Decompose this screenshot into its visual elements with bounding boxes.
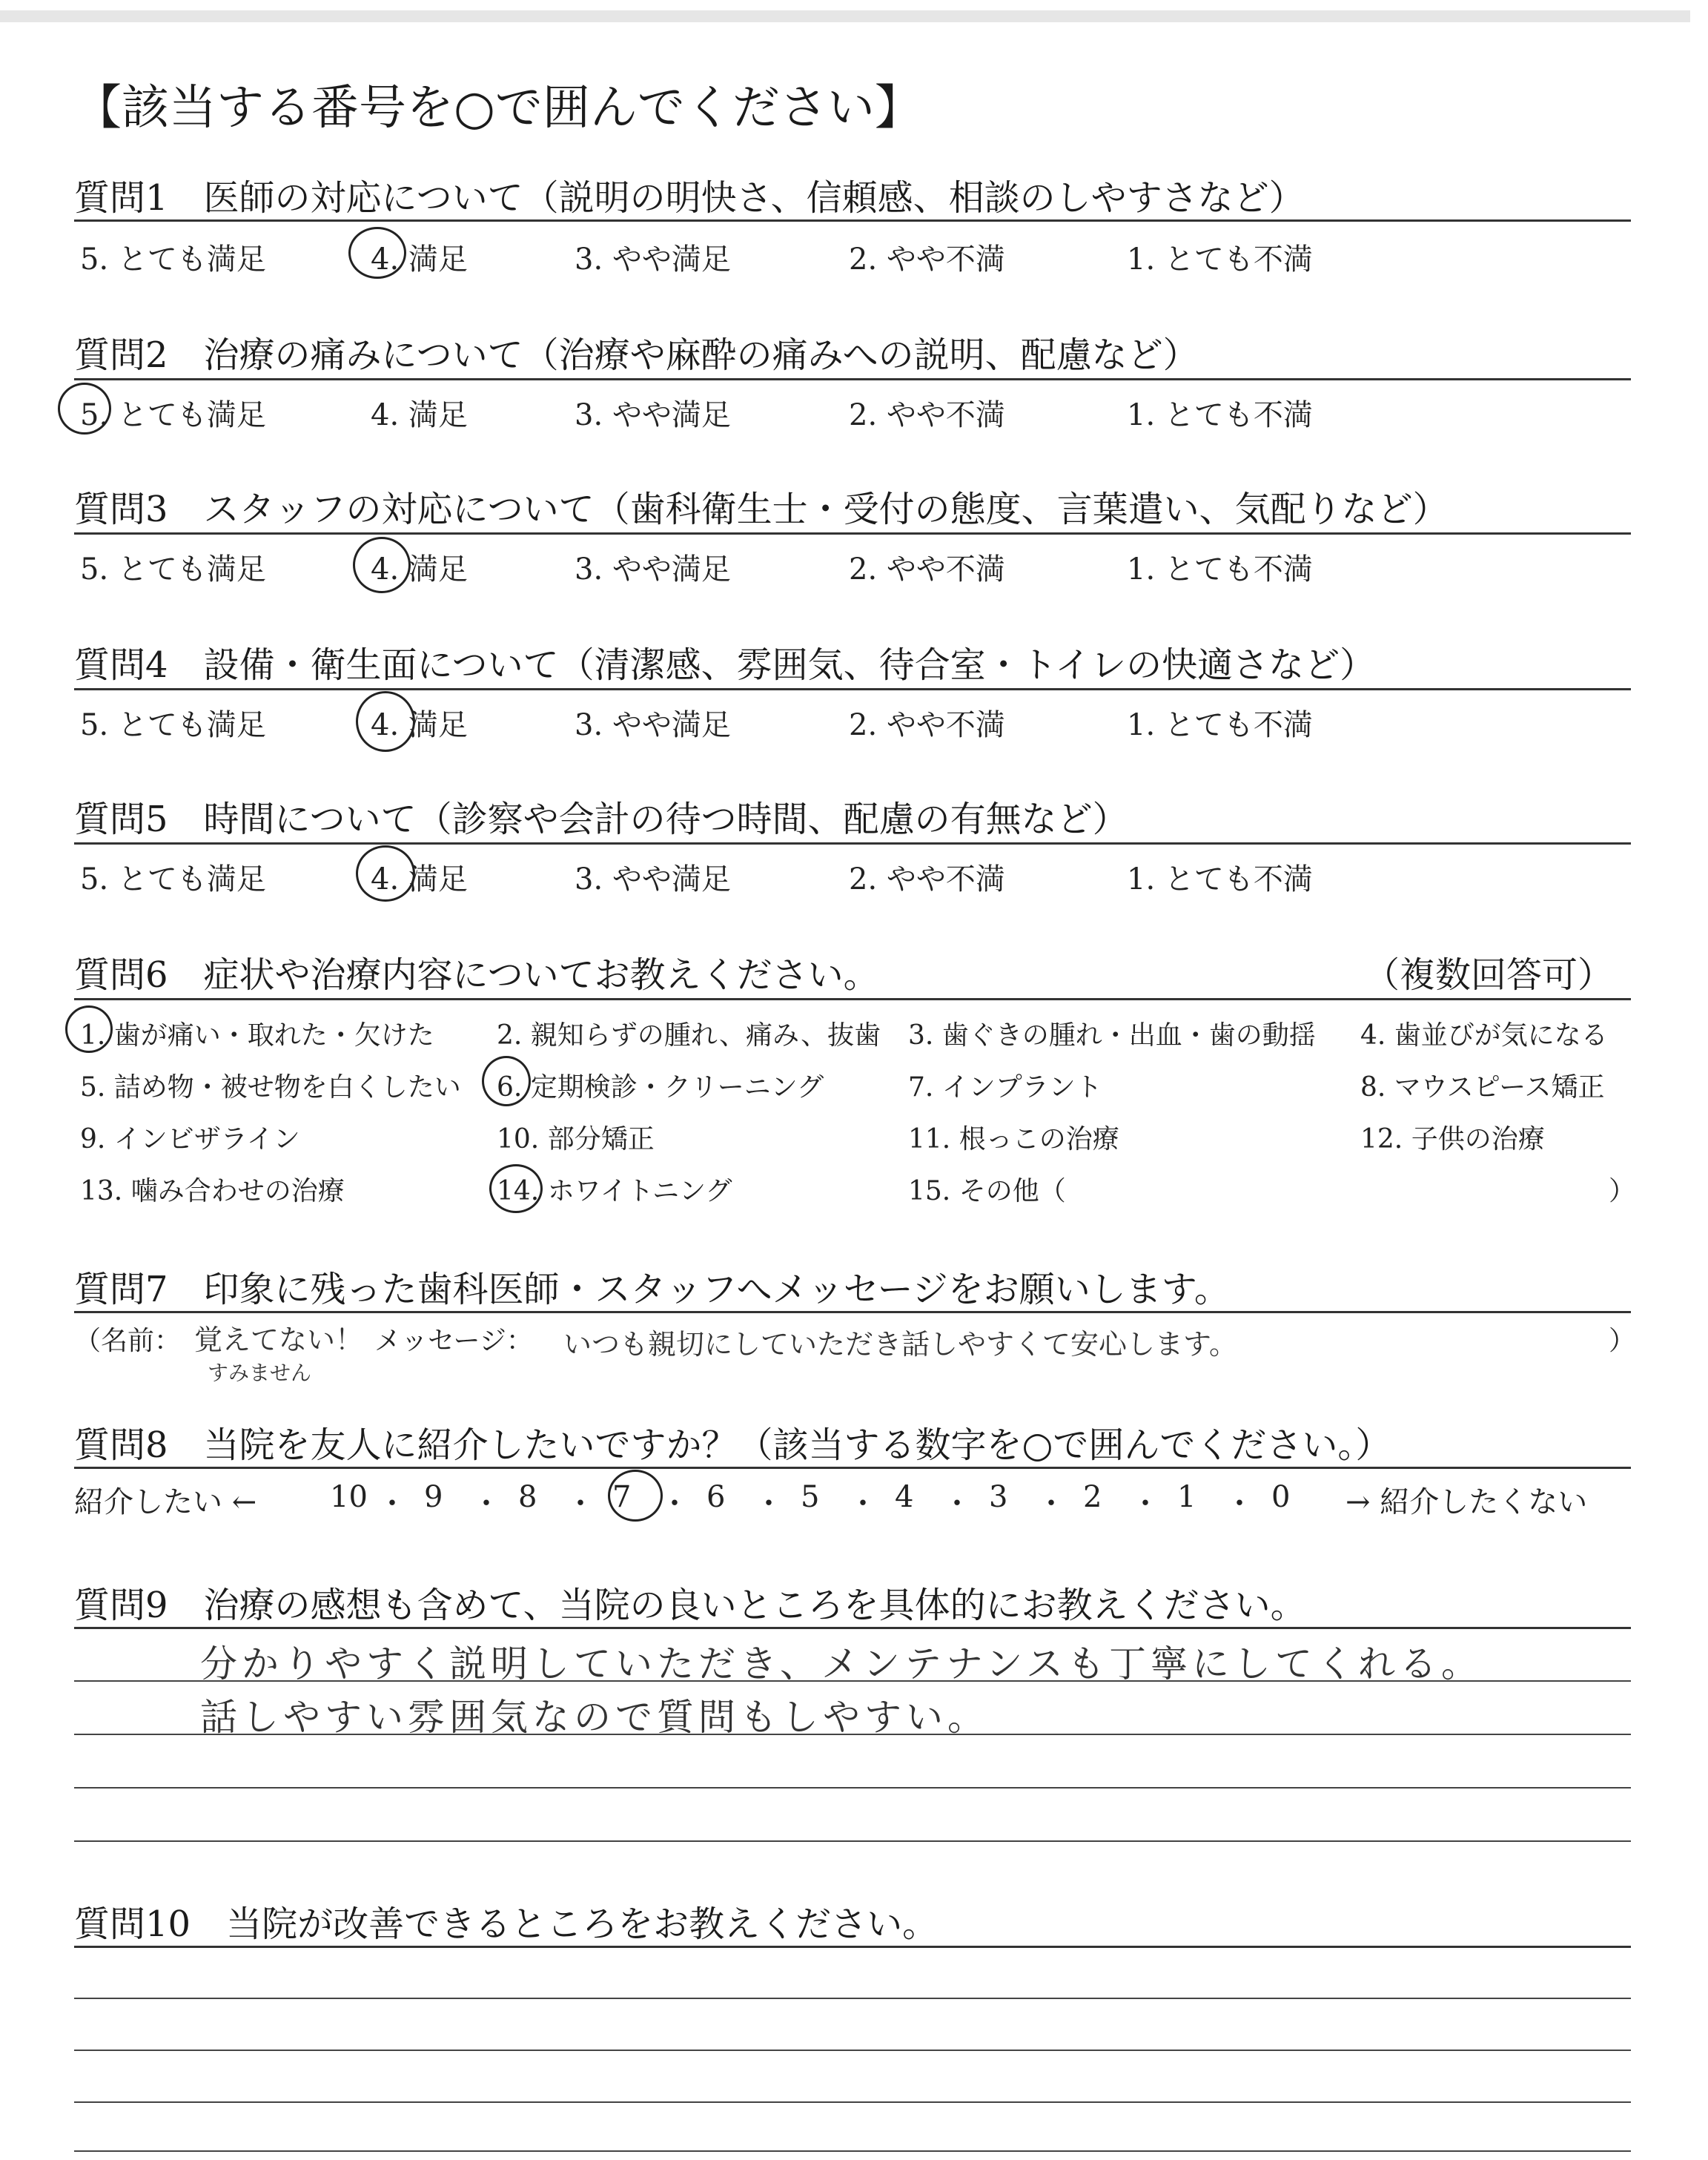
q10-rule [74,1946,1631,1948]
q5-opt-3[interactable]: 3. やや満足 [575,862,731,896]
q1-opt-2[interactable]: 2. やや不満 [849,242,1005,277]
q6-opt-15[interactable]: 15. その他（ [908,1176,1066,1206]
q1-rule [74,219,1631,222]
q4-opt-1[interactable]: 1. とても不満 [1127,708,1313,742]
q5-selection-circle [356,845,415,902]
q8-scale-separator: ・ [377,1487,407,1521]
q8-scale-separator: ・ [848,1487,878,1521]
q1-opt-5[interactable]: 5. とても満足 [80,242,266,277]
q6-opt-9[interactable]: 9. インビザライン [80,1124,300,1155]
q7-message-value[interactable]: いつも親切にしていただき話しやすくて安心します。 [563,1328,1237,1361]
q2-selection-circle [58,383,111,435]
q10-answer-line-2 [74,2050,1631,2051]
form-title: 【該当する番号を○で囲んでください】 [74,81,922,136]
q7-rule [74,1311,1631,1313]
q8-right-label: → 紹介したくない [1345,1485,1588,1519]
q6-label: 質問6 症状や治療内容についてお教えください。 [74,954,879,996]
q6-rule [74,998,1631,1000]
q3-opt-3[interactable]: 3. やや満足 [575,552,731,587]
q7-message-label: メッセージ： [374,1326,533,1356]
q8-scale-separator: ・ [1036,1487,1066,1521]
q9-answer-line-3 [74,1787,1631,1789]
q8-left-label: 紹介したい ← [74,1485,257,1519]
q5-opt-1[interactable]: 1. とても不満 [1127,862,1313,896]
q7-name-note: すみません [208,1361,312,1385]
q6-opt-5[interactable]: 5. 詰め物・被せ物を白くしたい [80,1072,461,1103]
q4-opt-4[interactable]: 4. 満足 [371,708,468,742]
q2-opt-1[interactable]: 1. とても不満 [1127,398,1313,432]
q5-label: 質問5 時間について（診察や会計の待つ時間、配慮の有無など） [74,799,1128,840]
q8-scale-separator: ・ [660,1487,689,1521]
q8-scale-1[interactable]: 1 [1177,1480,1196,1514]
q1-opt-3[interactable]: 3. やや満足 [575,242,731,277]
q8-scale-separator: ・ [942,1487,972,1521]
q4-label: 質問4 設備・衛生面について（清潔感、雰囲気、待合室・トイレの快適さなど） [74,644,1376,686]
q6-opt-13[interactable]: 13. 噛み合わせの治療 [80,1176,345,1206]
q4-opt-2[interactable]: 2. やや不満 [849,708,1005,742]
q8-scale-separator: ・ [754,1487,784,1521]
q8-scale-2[interactable]: 2 [1083,1480,1102,1514]
q6-opt-1[interactable]: 1. 歯が痛い・取れた・欠けた [80,1020,434,1051]
q4-selection-circle [356,691,415,752]
scan-top-band [0,10,1690,22]
q1-label: 質問1 医師の対応について（説明の明快さ、信頼感、相談のしやすさなど） [74,177,1305,219]
q8-scale-9[interactable]: 9 [424,1480,443,1514]
q6-opt-6[interactable]: 6. 定期検診・クリーニング [497,1072,824,1103]
q10-answer-line-1 [74,1998,1631,1999]
q2-rule [74,378,1631,380]
q8-scale-10[interactable]: 10 [330,1480,368,1514]
q4-opt-5[interactable]: 5. とても満足 [80,708,266,742]
q2-opt-2[interactable]: 2. やや不満 [849,398,1005,432]
q7-close: ） [1609,1326,1636,1356]
q9-answer-text-1[interactable]: 分かりやすく説明していただき、メンテナンスも丁寧にしてくれる。 [200,1642,1483,1685]
q9-rule [74,1627,1631,1629]
q10-answer-line-4 [74,2150,1631,2152]
q3-opt-5[interactable]: 5. とても満足 [80,552,266,587]
q8-scale-4[interactable]: 4 [895,1480,914,1514]
q7-label: 質問7 印象に残った歯科医師・スタッフへメッセージをお願いします。 [74,1269,1230,1310]
q8-selection-circle [608,1470,663,1522]
q5-opt-5[interactable]: 5. とても満足 [80,862,266,896]
q7-name-value[interactable]: 覚えてない！ [194,1324,364,1356]
q1-opt-4[interactable]: 4. 満足 [371,242,468,277]
q10-answer-line-3 [74,2101,1631,2103]
q6-note: （複数回答可） [1364,954,1614,996]
q8-scale-6[interactable]: 6 [706,1480,726,1514]
q3-rule [74,532,1631,535]
q6-opt-12[interactable]: 12. 子供の治療 [1360,1124,1545,1155]
q8-scale-5[interactable]: 5 [801,1480,820,1514]
q8-scale-separator: ・ [566,1487,595,1521]
q8-scale-8[interactable]: 8 [518,1480,537,1514]
q3-opt-2[interactable]: 2. やや不満 [849,552,1005,587]
q6-opt-2[interactable]: 2. 親知らずの腫れ、痛み、抜歯 [497,1020,881,1051]
q6-opt-14[interactable]: 14. ホワイトニング [497,1176,732,1206]
q6-opt-4[interactable]: 4. 歯並びが気になる [1360,1020,1608,1051]
q4-rule [74,688,1631,690]
q1-selection-circle [348,227,406,279]
q2-opt-4[interactable]: 4. 満足 [371,398,468,432]
q6-selection-circle-14 [489,1164,543,1213]
q1-opt-1[interactable]: 1. とても不満 [1127,242,1313,277]
q6-selection-circle-1 [65,1005,113,1053]
q2-opt-5[interactable]: 5. とても満足 [80,398,266,432]
q5-rule [74,842,1631,845]
q8-scale-3[interactable]: 3 [989,1480,1008,1514]
q9-answer-line-4 [74,1840,1631,1842]
q8-label: 質問8 当院を友人に紹介したいですか？（該当する数字を○で囲んでください。） [74,1424,1391,1466]
q5-opt-2[interactable]: 2. やや不満 [849,862,1005,896]
q5-opt-4[interactable]: 4. 満足 [371,862,468,896]
q2-label: 質問2 治療の痛みについて（治療や麻酔の痛みへの説明、配慮など） [74,334,1199,376]
q3-opt-1[interactable]: 1. とても不満 [1127,552,1313,587]
q6-opt-8[interactable]: 8. マウスピース矯正 [1360,1072,1605,1103]
q8-scale-7[interactable]: 7 [612,1480,632,1514]
q9-label: 質問9 治療の感想も含めて、当院の良いところを具体的にお教えください。 [74,1585,1306,1626]
q7-name-label: （名前： [74,1326,182,1356]
q4-opt-3[interactable]: 3. やや満足 [575,708,731,742]
q6-selection-circle-6 [482,1056,531,1106]
q8-scale-separator: ・ [1225,1487,1254,1521]
q9-answer-text-2[interactable]: 話しやすい雰囲気なので質問もしやすい。 [200,1696,989,1739]
q6-opt-15-close: ） [1609,1176,1636,1206]
q6-opt-11[interactable]: 11. 根っこの治療 [908,1124,1119,1155]
q6-opt-3[interactable]: 3. 歯ぐきの腫れ・出血・歯の動揺 [908,1020,1316,1051]
q8-scale-separator: ・ [1131,1487,1160,1521]
q3-selection-circle [353,537,411,593]
q3-label: 質問3 スタッフの対応について（歯科衛生士・受付の態度、言葉遣い、気配りなど） [74,489,1449,530]
q10-label: 質問10 当院が改善できるところをお教えください。 [74,1903,939,1945]
q2-opt-3[interactable]: 3. やや満足 [575,398,731,432]
q3-opt-4[interactable]: 4. 満足 [371,552,468,587]
q6-opt-7[interactable]: 7. インプラント [908,1072,1102,1103]
q8-scale-separator: ・ [471,1487,501,1521]
q8-rule [74,1467,1631,1469]
q6-opt-10[interactable]: 10. 部分矯正 [497,1124,655,1155]
q8-scale-0[interactable]: 0 [1271,1480,1291,1514]
